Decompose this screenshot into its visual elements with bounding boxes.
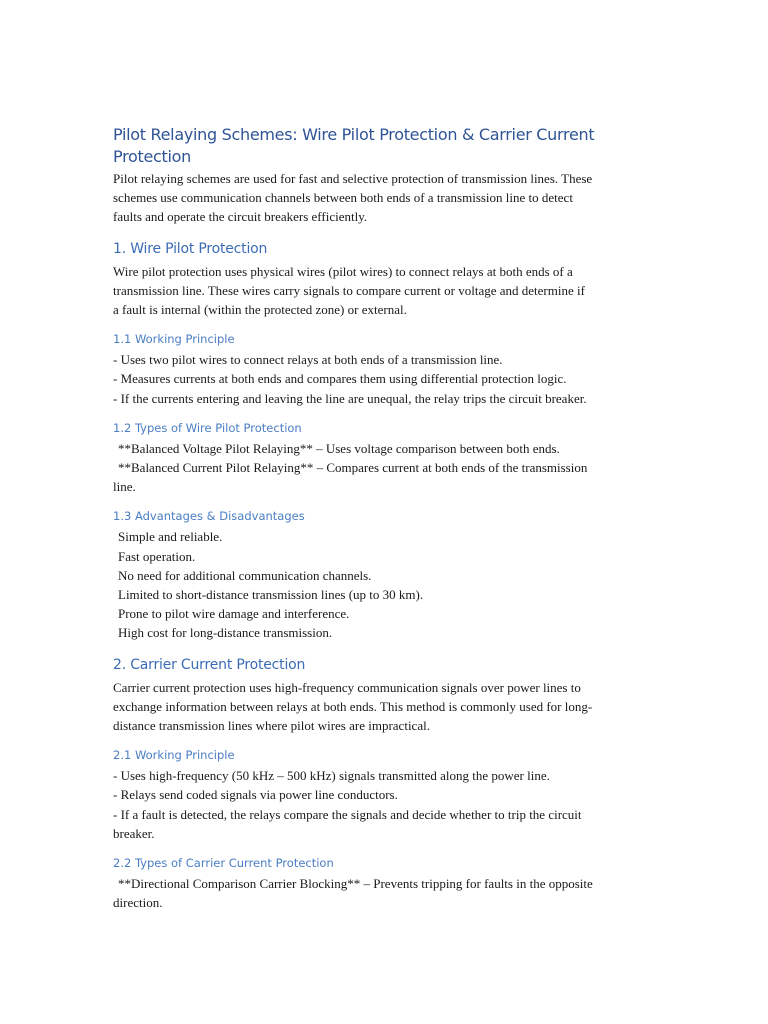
subsection-1-1-list [113, 350, 658, 408]
list-item: - If the currents entering and leaving the line are unequal, the relay trips the circuit breaker. [113, 390, 587, 406]
list-item-wrap: breaker. [113, 825, 155, 841]
section-2-paragraph [113, 678, 658, 736]
paragraph-line: a fault is internal (within the protected zone) or external. [113, 302, 407, 318]
intro-line: faults and operate the circuit breakers efficiently. [113, 209, 368, 225]
list-item: - Uses two pilot wires to connect relays at both ends of a transmission line. [113, 352, 503, 368]
subsection-2-1-heading: 2.1 Working Principle [113, 748, 235, 763]
subsection-1-3-list [113, 527, 658, 642]
list-item: - Relays send coded signals via power line conductors. [113, 787, 398, 803]
list-item: - Uses high-frequency (50 kHz – 500 kHz) signals transmitted along the power line. [113, 768, 550, 784]
list-item: **Directional Comparison Carrier Blocking** – Prevents tripping for faults in the opposite [118, 876, 593, 892]
list-item: - If a fault is detected, the relays compare the signals and decide whether to trip the circuit [113, 806, 582, 822]
list-item: Limited to short-distance transmission lines (up to 30 km). [118, 587, 424, 603]
list-item: **Balanced Current Pilot Relaying** – Compares current at both ends of the transmission [118, 460, 588, 476]
subsection-1-1-heading: 1.1 Working Principle [113, 332, 235, 347]
list-item-wrap: direction. [113, 895, 163, 911]
list-item: No need for additional communication channels. [118, 567, 372, 583]
list-item: - Measures currents at both ends and compares them using differential protection logic. [113, 371, 567, 387]
section-1-heading: 1. Wire Pilot Protection [113, 240, 268, 257]
list-item: High cost for long-distance transmission. [118, 625, 333, 641]
section-1-paragraph [113, 262, 658, 320]
subsection-2-1-list [113, 766, 658, 843]
intro-line: Pilot relaying schemes are used for fast and selective protection of transmission lines. These [113, 171, 593, 186]
document-title: Pilot Relaying Schemes: Wire Pilot Protection & Carrier Current Protection [113, 125, 595, 166]
section-2-heading: 2. Carrier Current Protection [113, 656, 306, 673]
subsection-2-2-heading: 2.2 Types of Carrier Current Protection [113, 856, 334, 871]
paragraph-line: Carrier current protection uses high-frequency communication signals over power lines to [113, 679, 581, 695]
subsection-1-3-heading: 1.3 Advantages & Disadvantages [113, 509, 305, 524]
list-item: Simple and reliable. [118, 529, 223, 545]
intro-line: schemes use communication channels between both ends of a transmission line to detect [113, 190, 573, 206]
list-item: **Balanced Voltage Pilot Relaying** – Uses voltage comparison between both ends. [118, 440, 560, 456]
paragraph-line: exchange information between relays at both ends. This method is commonly used for long- [113, 698, 593, 714]
subsection-1-2-heading: 1.2 Types of Wire Pilot Protection [113, 420, 302, 435]
paragraph-line: Wire pilot protection uses physical wires (pilot wires) to connect relays at both ends of a [113, 263, 573, 279]
list-item: Fast operation. [118, 548, 196, 564]
list-item-wrap: line. [113, 479, 136, 495]
intro-paragraph [113, 169, 658, 227]
subsection-1-2-list [113, 439, 658, 497]
subsection-2-2-list [113, 874, 658, 912]
paragraph-line: distance transmission lines where pilot wires are impractical. [113, 718, 430, 734]
list-item: Prone to pilot wire damage and interference. [118, 606, 350, 622]
paragraph-line: transmission line. These wires carry signals to compare current or voltage and determine if [113, 282, 585, 298]
